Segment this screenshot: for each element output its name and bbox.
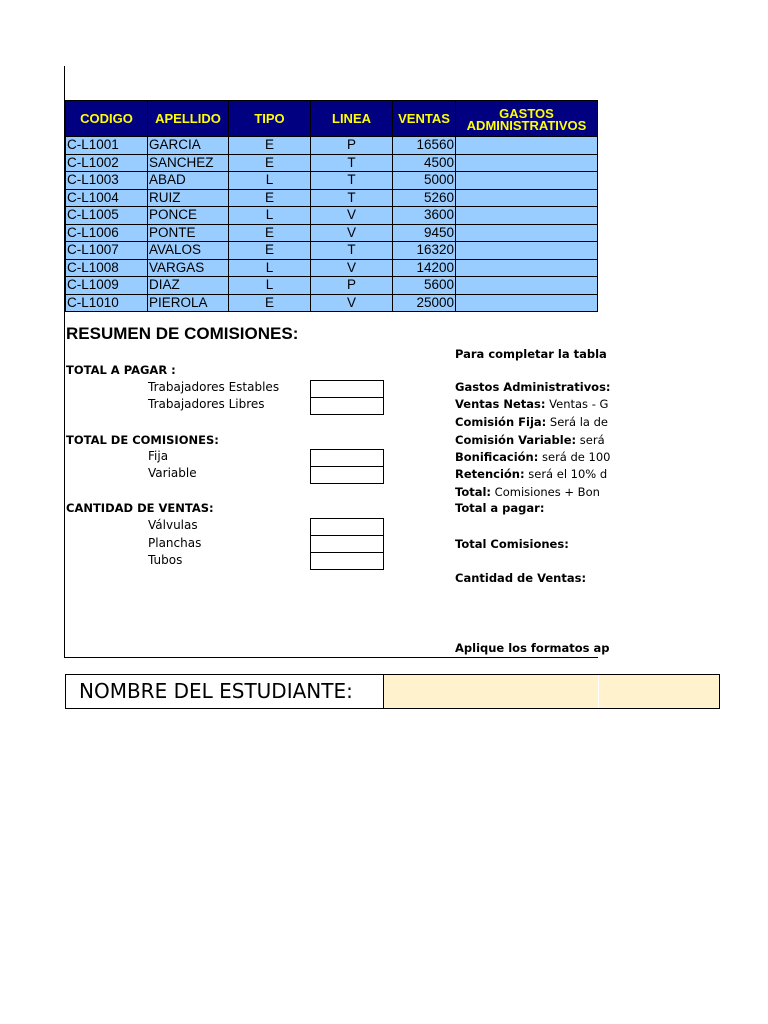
cell-codigo[interactable]: C-L1007 — [66, 242, 148, 259]
instruction-total-comisiones — [455, 537, 598, 551]
instruction-text: será de 100 — [538, 450, 611, 464]
instruction-term: Comisión Fija: — [455, 415, 547, 429]
cell-linea[interactable]: T — [311, 242, 393, 259]
table-row — [65, 137, 598, 155]
cell-apellido[interactable]: PONTE — [148, 225, 229, 242]
instruction-ventas-netas — [455, 397, 609, 411]
student-name-row — [65, 674, 720, 709]
student-name-input-extension[interactable] — [599, 675, 719, 708]
table-row — [65, 155, 598, 173]
cell-apellido[interactable]: ABAD — [148, 172, 229, 189]
total-pagar-label: TOTAL A PAGAR : — [66, 363, 176, 377]
cell-tipo[interactable]: E — [229, 137, 311, 154]
cell-gastos[interactable] — [456, 295, 599, 312]
instruction-term: Gastos Administrativos: — [455, 380, 611, 394]
header-codigo[interactable]: CODIGO — [66, 101, 148, 136]
instruction-comision-variable — [455, 433, 605, 447]
instruction-gastos-administrativos — [455, 380, 611, 394]
planchas-cell[interactable] — [310, 535, 384, 553]
instructions-intro: Para completar la tabla — [455, 347, 607, 361]
cell-ventas[interactable]: 16560 — [393, 137, 456, 154]
cell-linea[interactable]: V — [311, 260, 393, 277]
cell-tipo[interactable]: E — [229, 242, 311, 259]
table-row — [65, 190, 598, 208]
table-row — [65, 277, 598, 295]
instruction-total — [455, 485, 598, 499]
cell-tipo[interactable]: E — [229, 155, 311, 172]
tubos-cell[interactable] — [310, 552, 384, 570]
instruction-total-a-pagar — [455, 501, 598, 515]
cell-tipo[interactable]: L — [229, 172, 311, 189]
cell-codigo[interactable]: C-L1003 — [66, 172, 148, 189]
cell-ventas[interactable]: 5600 — [393, 277, 456, 294]
cell-apellido[interactable]: VARGAS — [148, 260, 229, 277]
cell-gastos[interactable] — [456, 190, 599, 207]
instruction-text: Ventas - G — [545, 397, 609, 411]
instruction-cantidad-de-ventas — [455, 571, 598, 585]
fija-label: Fija — [148, 449, 169, 463]
fija-cell[interactable] — [310, 449, 384, 467]
cell-codigo[interactable]: C-L1010 — [66, 295, 148, 312]
cell-ventas[interactable]: 25000 — [393, 295, 456, 312]
cell-linea[interactable]: P — [311, 277, 393, 294]
table-row — [65, 172, 598, 190]
planchas-label: Planchas — [148, 536, 202, 550]
table-row — [65, 207, 598, 225]
cell-gastos[interactable] — [456, 225, 599, 242]
cell-ventas[interactable]: 5260 — [393, 190, 456, 207]
trabajadores-estables-cell[interactable] — [310, 380, 384, 398]
cell-tipo[interactable]: L — [229, 277, 311, 294]
cell-gastos[interactable] — [456, 242, 599, 259]
cell-linea[interactable]: T — [311, 172, 393, 189]
table-row — [65, 260, 598, 278]
instruction-retencion — [455, 467, 608, 481]
student-name-input[interactable] — [384, 675, 598, 708]
cell-linea[interactable]: V — [311, 207, 393, 224]
cell-apellido[interactable]: PONCE — [148, 207, 229, 224]
cell-codigo[interactable]: C-L1001 — [66, 137, 148, 154]
instruction-comision-fija — [455, 415, 608, 429]
cell-apellido[interactable]: SANCHEZ — [148, 155, 229, 172]
cell-tipo[interactable]: L — [229, 260, 311, 277]
instruction-text: Será la de — [546, 415, 608, 429]
cell-tipo[interactable]: L — [229, 207, 311, 224]
instruction-term: Aplique los formatos ap — [455, 641, 610, 655]
cantidad-ventas-label: CANTIDAD DE VENTAS: — [66, 501, 214, 515]
table-header — [65, 100, 598, 137]
instruction-text: será el 10% d — [524, 467, 608, 481]
cell-gastos[interactable] — [456, 277, 599, 294]
header-ventas[interactable]: VENTAS — [393, 101, 456, 136]
valvulas-cell[interactable] — [310, 518, 384, 536]
cell-ventas[interactable]: 5000 — [393, 172, 456, 189]
sheet-bottom-border — [64, 657, 598, 658]
cell-codigo[interactable]: C-L1009 — [66, 277, 148, 294]
cell-apellido[interactable]: AVALOS — [148, 242, 229, 259]
instruction-term: Retención: — [455, 467, 525, 481]
instruction-text: Comisiones + Bon — [491, 485, 600, 499]
variable-cell[interactable] — [310, 466, 384, 484]
cell-apellido[interactable]: DIAZ — [148, 277, 229, 294]
cell-linea[interactable]: V — [311, 225, 393, 242]
cell-linea[interactable]: V — [311, 295, 393, 312]
valvulas-label: Válvulas — [148, 518, 198, 532]
cell-gastos[interactable] — [456, 207, 599, 224]
student-name-label: NOMBRE DEL ESTUDIANTE: — [66, 675, 384, 708]
instruction-term: Total: — [455, 485, 492, 499]
cell-linea[interactable]: P — [311, 137, 393, 154]
table-row — [65, 242, 598, 260]
table-row — [65, 225, 598, 243]
cell-codigo[interactable]: C-L1008 — [66, 260, 148, 277]
cell-tipo[interactable]: E — [229, 225, 311, 242]
trabajadores-libres-label: Trabajadores Libres — [148, 397, 265, 411]
cell-linea[interactable]: T — [311, 190, 393, 207]
cell-tipo[interactable]: E — [229, 190, 311, 207]
cell-apellido[interactable]: PIEROLA — [148, 295, 229, 312]
cell-codigo[interactable]: C-L1004 — [66, 190, 148, 207]
header-tipo[interactable]: TIPO — [229, 101, 311, 136]
cell-gastos[interactable] — [456, 260, 599, 277]
cell-codigo[interactable]: C-L1002 — [66, 155, 148, 172]
instruction-term: Total a pagar: — [455, 501, 545, 515]
table-row — [65, 295, 598, 313]
tubos-label: Tubos — [148, 553, 183, 567]
trabajadores-libres-cell[interactable] — [310, 397, 384, 415]
total-comisiones-label: TOTAL DE COMISIONES: — [66, 433, 219, 447]
header-linea[interactable]: LINEA — [311, 101, 393, 136]
cell-ventas[interactable]: 3600 — [393, 207, 456, 224]
instruction-term: Total Comisiones: — [455, 537, 569, 551]
cell-ventas[interactable]: 4500 — [393, 155, 456, 172]
cell-codigo[interactable]: C-L1006 — [66, 225, 148, 242]
instruction-term: Bonificación: — [455, 450, 539, 464]
summary-title: RESUMEN DE COMISIONES: — [66, 324, 299, 343]
instruction-aplique-formatos — [455, 641, 610, 655]
header-apellido[interactable]: APELLIDO — [148, 101, 229, 136]
instruction-term: Cantidad de Ventas: — [455, 571, 587, 585]
cell-linea[interactable]: T — [311, 155, 393, 172]
trabajadores-estables-label: Trabajadores Estables — [148, 380, 280, 394]
instruction-bonificacion — [455, 450, 611, 464]
instruction-term: Comisión Variable: — [455, 433, 577, 447]
instruction-text: será — [576, 433, 605, 447]
cell-codigo[interactable]: C-L1005 — [66, 207, 148, 224]
cell-gastos[interactable] — [456, 137, 599, 154]
variable-label: Variable — [148, 466, 197, 480]
instruction-term: Ventas Netas: — [455, 397, 546, 411]
cell-apellido[interactable]: RUIZ — [148, 190, 229, 207]
cell-ventas[interactable]: 16320 — [393, 242, 456, 259]
cell-tipo[interactable]: E — [229, 295, 311, 312]
header-gastos-administrativos[interactable]: GASTOS ADMINISTRATIVOS — [466, 105, 587, 133]
cell-gastos[interactable] — [456, 172, 599, 189]
cell-gastos[interactable] — [456, 155, 599, 172]
cell-apellido[interactable]: GARCIA — [148, 137, 229, 154]
sales-table — [65, 100, 598, 312]
cell-ventas[interactable]: 9450 — [393, 225, 456, 242]
cell-ventas[interactable]: 14200 — [393, 260, 456, 277]
